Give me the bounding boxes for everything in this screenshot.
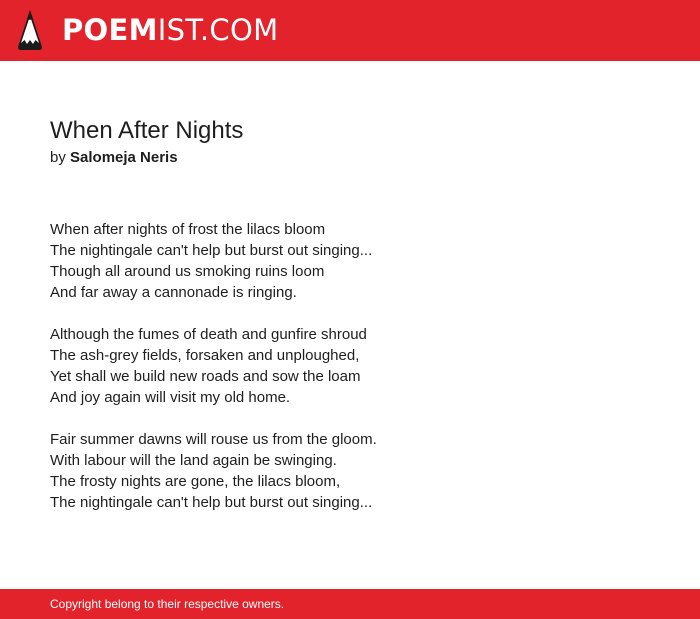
site-logo-text[interactable]	[62, 13, 278, 47]
stanza	[50, 324, 650, 408]
poem-author: Salomeja Neris	[70, 149, 178, 166]
brand-light: IST.COM	[157, 13, 279, 47]
poem-line: And joy again will visit my old home.	[50, 389, 291, 406]
poem-line: The ash-grey fields, forsaken and unploughed,	[50, 347, 360, 364]
pencil-tip-icon[interactable]	[17, 9, 43, 51]
poem-title: When After Nights	[50, 117, 244, 144]
poem-line: And far away a cannonade is ringing.	[50, 284, 297, 301]
copyright-notice: Copyright belong to their respective owners.	[50, 597, 285, 611]
poem-line: Fair summer dawns will rouse us from the gloom.	[50, 431, 377, 448]
brand-bold: POEM	[62, 13, 158, 47]
by-label: by	[50, 149, 66, 166]
poem-line: The nightingale can't help but burst out singing...	[50, 494, 373, 511]
poem-line: When after nights of frost the lilacs bloom	[50, 221, 326, 238]
poem-line: Although the fumes of death and gunfire shroud	[50, 326, 367, 343]
poem-body	[50, 219, 650, 534]
poem-line: The frosty nights are gone, the lilacs bloom,	[50, 473, 341, 490]
poem-byline	[50, 148, 178, 168]
site-header	[0, 0, 700, 61]
site-footer	[0, 589, 700, 619]
poem-line: Yet shall we build new roads and sow the loam	[50, 368, 361, 385]
stanza	[50, 429, 650, 513]
poem-line: With labour will the land again be swinging.	[50, 452, 337, 469]
poem-line: Though all around us smoking ruins loom	[50, 263, 325, 280]
poem-line: The nightingale can't help but burst out singing...	[50, 242, 373, 259]
stanza	[50, 219, 650, 303]
